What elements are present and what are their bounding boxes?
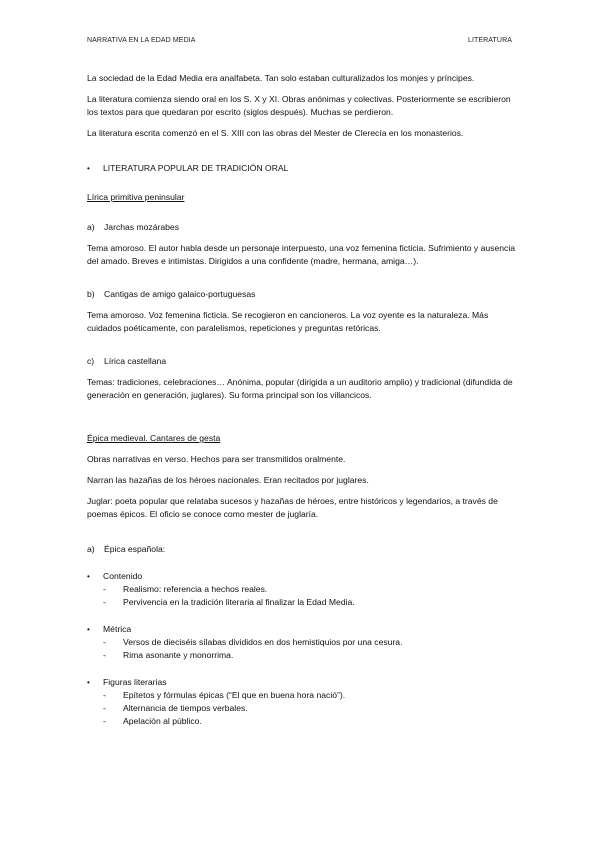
list-item-text: Rima asonante y monorrima. [123,650,234,660]
bullet-icon: • [87,678,90,687]
dash-icon: - [103,690,106,700]
dash-icon: - [103,703,106,713]
bullet-icon: • [87,625,90,634]
group-title: Métrica [103,624,132,634]
item-heading [87,355,517,368]
list-item [103,636,517,649]
item-text: Tema amoroso. Voz femenina ficticia. Se recogieron en cancioneros. La voz oyente es la naturaleza. Más cuidados poéticamente, con paralelismos, repeticiones y preguntas retóricas. [87,310,489,333]
item-label: a) [87,222,95,232]
intro-paragraph: La sociedad de la Edad Media era analfabeta. Tan solo estaban culturalizados los monjes y príncipes. [87,73,475,83]
dash-icon: - [103,650,106,660]
item-title: Lírica castellana [104,356,167,366]
item-title: Épica española: [104,544,166,554]
item-label: c) [87,356,95,366]
list-item [103,702,517,715]
bullet-icon: • [87,572,90,581]
list-item [103,583,517,596]
bullet-icon: • [87,164,90,173]
dash-list [103,689,517,728]
item-heading [87,288,517,301]
item-label: b) [87,289,95,299]
section-bullet-heading [87,162,517,175]
group-title: Figuras literarias [103,677,167,687]
list-item [103,596,517,609]
item-label: a) [87,544,95,554]
dash-icon: - [103,637,106,647]
intro-paragraph: La literatura comienza siendo oral en los S. X y XI. Obras anónimas y colectivas. Posteriormente se escribieron los textos para que quedaran por escrito (siglos después). Muchas se perdieron. [87,94,511,117]
group-heading [87,570,517,583]
item-title: Cantigas de amigo galaico-portuguesas [104,289,256,299]
item-heading [87,221,517,234]
dash-icon: - [103,716,106,726]
dash-icon: - [103,597,106,607]
epic-paragraph: Obras narrativas en verso. Hechos para ser transmitidos oralmente. [87,454,346,464]
dash-list [103,583,517,609]
list-item [103,649,517,662]
list-item-text: Realismo: referencia a hechos reales. [123,584,268,594]
epic-paragraph: Juglar: poeta popular que relataba sucesos y hazañas de héroes, entre históricos y legendarios, a través de poemas épicos. El oficio se conoce como mester de juglaría. [87,496,498,519]
list-item-text: Versos de dieciséis sílabas divididos en dos hemistiquios por una cesura. [123,637,403,647]
group-title: Contenido [103,571,143,581]
group-heading [87,676,517,689]
header-right: LITERATURA [467,37,512,44]
item-title: Jarchas mozárabes [104,222,179,232]
section-heading: Épica medieval. Cantares de gesta [87,433,221,443]
subsection-heading: Lírica primitiva peninsular [87,192,185,202]
intro-paragraph: La literatura escrita comenzó en el S. XIII con las obras del Mester de Clerecía en los monasterios. [87,128,464,138]
group-heading [87,623,517,636]
list-item [103,689,517,702]
item-text: Temas: tradiciones, celebraciones… Anónima, popular (dirigida a un auditorio amplio) y tradicional (difundida de generación en generación, juglares). Su forma principal son los villancicos. [87,377,513,400]
page-header [87,37,512,44]
section-title: LITERATURA POPULAR DE TRADICIÓN ORAL [103,163,289,173]
dash-icon: - [103,584,106,594]
item-heading [87,543,517,556]
list-item-text: Pervivencia en la tradición literaria al finalizar la Edad Media. [123,597,355,607]
list-item-text: Epítetos y fórmulas épicas (“El que en buena hora nació”). [123,690,346,700]
dash-list [103,636,517,662]
list-item-text: Apelación al público. [123,716,202,726]
list-item-text: Alternancia de tiempos verbales. [123,703,248,713]
list-item [103,715,517,728]
epic-paragraph: Narran las hazañas de los héroes nacionales. Eran recitados por juglares. [87,475,369,485]
document-body [87,72,517,728]
header-left: NARRATIVA EN LA EDAD MEDIA [87,37,196,44]
item-text: Tema amoroso. El autor habla desde un personaje interpuesto, una voz femenina ficticia. Sufrimiento y ausencia del amado. Breves e intimistas. Dirigidos a una confidente (madre, hermana, amiga…). [87,243,516,266]
